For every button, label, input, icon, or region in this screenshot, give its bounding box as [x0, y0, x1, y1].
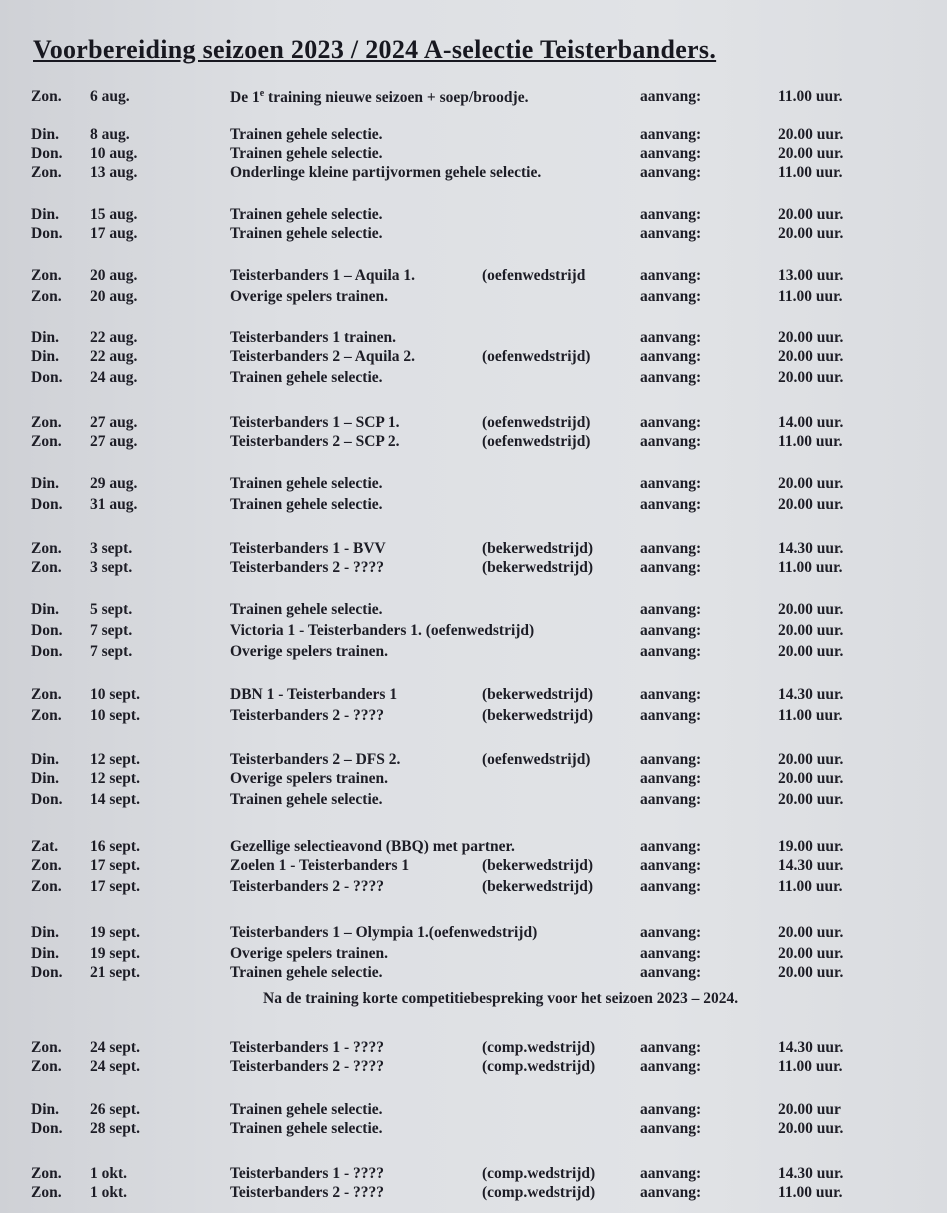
row-day: Din.: [31, 601, 59, 618]
row-time: 20.00 uur.: [778, 1120, 844, 1137]
row-description: Trainen gehele selectie.: [230, 145, 383, 162]
row-date: 10 aug.: [90, 145, 138, 162]
row-start-label: aanvang:: [640, 126, 702, 143]
row-day: Zon.: [31, 288, 62, 305]
row-start-label: aanvang:: [640, 601, 702, 618]
schedule-row: [0, 267, 947, 289]
row-match-type: (comp.wedstrijd): [482, 1058, 596, 1075]
row-day: Don.: [31, 369, 63, 386]
schedule-row: [0, 857, 947, 879]
row-description: Victoria 1 - Teisterbanders 1. (oefenwedstrijd): [230, 622, 535, 639]
row-start-label: aanvang:: [640, 475, 702, 492]
row-day: Din.: [31, 126, 59, 143]
row-date: 10 sept.: [90, 686, 140, 703]
row-day: Zon.: [31, 1165, 62, 1182]
row-start-label: aanvang:: [640, 878, 702, 895]
row-description: Gezellige selectieavond (BBQ) met partner.: [230, 838, 515, 855]
row-time: 20.00 uur.: [778, 348, 844, 365]
row-day: Zon.: [31, 414, 62, 431]
row-time: 20.00 uur.: [778, 964, 844, 981]
row-day: Zon.: [31, 267, 62, 284]
row-time: 20.00 uur.: [778, 945, 844, 962]
row-date: 27 aug.: [90, 414, 138, 431]
row-day: Don.: [31, 145, 63, 162]
row-description: Teisterbanders 1 - ????: [230, 1039, 384, 1056]
schedule-row: [0, 88, 947, 110]
row-date: 14 sept.: [90, 791, 140, 808]
row-date: 20 aug.: [90, 288, 138, 305]
row-day: Din.: [31, 475, 59, 492]
row-day: Zon.: [31, 686, 62, 703]
row-day: Zon.: [31, 540, 62, 557]
row-date: 7 sept.: [90, 643, 133, 660]
row-match-type: (bekerwedstrijd): [482, 707, 594, 724]
row-description: Overige spelers trainen.: [230, 288, 388, 305]
row-description: De 1e training nieuwe seizoen + soep/broodje.: [230, 88, 529, 107]
row-date: 3 sept.: [90, 559, 133, 576]
row-time: 20.00 uur.: [778, 225, 844, 242]
row-start-label: aanvang:: [640, 643, 702, 660]
row-match-type: (bekerwedstrijd): [482, 559, 594, 576]
row-match-type: (comp.wedstrijd): [482, 1165, 596, 1182]
row-description: Zoelen 1 - Teisterbanders 1: [230, 857, 410, 874]
schedule-row: [0, 225, 947, 247]
page-title: Voorbereiding seizoen 2023 / 2024 A-selectie Teisterbanders.: [33, 35, 717, 64]
row-start-label: aanvang:: [640, 838, 702, 855]
row-match-type: (oefenwedstrijd: [482, 267, 586, 284]
schedule-row: [0, 496, 947, 518]
row-day: Zon.: [31, 878, 62, 895]
row-time: 20.00 uur.: [778, 791, 844, 808]
row-day: Din.: [31, 329, 59, 346]
row-time: 20.00 uur.: [778, 475, 844, 492]
row-time: 11.00 uur.: [778, 1184, 843, 1201]
row-start-label: aanvang:: [640, 686, 702, 703]
schedule-row: [0, 348, 947, 370]
row-day: Zon.: [31, 857, 62, 874]
schedule-row: [0, 601, 947, 623]
row-date: 7 sept.: [90, 622, 133, 639]
row-time: 13.00 uur.: [778, 267, 844, 284]
row-day: Don.: [31, 791, 63, 808]
row-day: Din.: [31, 206, 59, 223]
row-description: Teisterbanders 2 – DFS 2.: [230, 751, 401, 768]
row-date: 1 okt.: [90, 1165, 128, 1182]
row-date: 28 sept.: [90, 1120, 140, 1137]
row-time: 11.00 uur.: [778, 433, 843, 450]
row-start-label: aanvang:: [640, 164, 702, 181]
row-match-type: (bekerwedstrijd): [482, 878, 594, 895]
row-description: Trainen gehele selectie.: [230, 206, 383, 223]
row-date: 16 sept.: [90, 838, 140, 855]
row-start-label: aanvang:: [640, 945, 702, 962]
row-day: Din.: [31, 770, 59, 787]
row-match-type: (bekerwedstrijd): [482, 540, 594, 557]
schedule-row: [0, 924, 947, 946]
row-start-label: aanvang:: [640, 751, 702, 768]
row-time: 20.00 uur.: [778, 601, 844, 618]
row-date: 26 sept.: [90, 1101, 140, 1118]
row-start-label: aanvang:: [640, 88, 702, 105]
row-time: 11.00 uur.: [778, 878, 843, 895]
row-match-type: (bekerwedstrijd): [482, 857, 594, 874]
row-description: Trainen gehele selectie.: [230, 126, 383, 143]
row-description: Teisterbanders 1 – Aquila 1.: [230, 267, 416, 284]
row-start-label: aanvang:: [640, 225, 702, 242]
schedule-row: [0, 770, 947, 792]
row-day: Din.: [31, 1101, 59, 1118]
row-date: 15 aug.: [90, 206, 138, 223]
row-day: Don.: [31, 643, 63, 660]
row-date: 19 sept.: [90, 945, 140, 962]
row-start-label: aanvang:: [640, 496, 702, 513]
row-start-label: aanvang:: [640, 329, 702, 346]
row-description: Overige spelers trainen.: [230, 945, 388, 962]
row-time: 20.00 uur.: [778, 622, 844, 639]
row-start-label: aanvang:: [640, 857, 702, 874]
schedule-row: [0, 288, 947, 310]
row-description: Trainen gehele selectie.: [230, 475, 383, 492]
schedule-row: [0, 964, 947, 986]
schedule-row: [0, 1058, 947, 1080]
row-description: Teisterbanders 2 - ????: [230, 1058, 384, 1075]
row-start-label: aanvang:: [640, 964, 702, 981]
row-match-type: (oefenwedstrijd): [482, 433, 591, 450]
row-date: 22 aug.: [90, 348, 138, 365]
row-match-type: (bekerwedstrijd): [482, 686, 594, 703]
row-date: 10 sept.: [90, 707, 140, 724]
row-time: 14.00 uur.: [778, 414, 844, 431]
row-time: 11.00 uur.: [778, 164, 843, 181]
row-description: Teisterbanders 1 – SCP 1.: [230, 414, 400, 431]
row-description: Trainen gehele selectie.: [230, 1120, 383, 1137]
row-date: 21 sept.: [90, 964, 140, 981]
schedule-row: [0, 686, 947, 708]
row-description: Trainen gehele selectie.: [230, 601, 383, 618]
row-description: Teisterbanders 2 - ????: [230, 559, 384, 576]
row-time: 20.00 uur.: [778, 126, 844, 143]
row-day: Don.: [31, 622, 63, 639]
row-time: 14.30 uur.: [778, 686, 844, 703]
row-day: Zon.: [31, 1184, 62, 1201]
row-date: 29 aug.: [90, 475, 138, 492]
row-date: 1 okt.: [90, 1184, 128, 1201]
row-description: Teisterbanders 1 trainen.: [230, 329, 397, 346]
row-description: DBN 1 - Teisterbanders 1: [230, 686, 398, 703]
row-start-label: aanvang:: [640, 924, 702, 941]
row-date: 20 aug.: [90, 267, 138, 284]
row-day: Zon.: [31, 433, 62, 450]
row-day: Zon.: [31, 559, 62, 576]
schedule-row: [0, 164, 947, 186]
row-start-label: aanvang:: [640, 288, 702, 305]
row-description: Trainen gehele selectie.: [230, 369, 383, 386]
row-description: Overige spelers trainen.: [230, 643, 388, 660]
row-match-type: (oefenwedstrijd): [482, 414, 591, 431]
row-day: Zat.: [31, 838, 59, 855]
row-time: 20.00 uur.: [778, 496, 844, 513]
row-time: 20.00 uur.: [778, 770, 844, 787]
row-description: Trainen gehele selectie.: [230, 964, 383, 981]
row-start-label: aanvang:: [640, 707, 702, 724]
schedule-row: [0, 878, 947, 900]
schedule-row: [0, 369, 947, 391]
row-day: Din.: [31, 348, 59, 365]
row-time: 20.00 uur.: [778, 369, 844, 386]
schedule-row: [0, 1184, 947, 1206]
row-day: Don.: [31, 964, 63, 981]
row-start-label: aanvang:: [640, 145, 702, 162]
row-description: Trainen gehele selectie.: [230, 496, 383, 513]
row-time: 11.00 uur.: [778, 1058, 843, 1075]
row-time: 14.30 uur.: [778, 857, 844, 874]
row-time: 11.00 uur.: [778, 559, 843, 576]
row-time: 20.00 uur.: [778, 751, 844, 768]
row-date: 6 aug.: [90, 88, 130, 105]
row-date: 22 aug.: [90, 329, 138, 346]
row-start-label: aanvang:: [640, 348, 702, 365]
row-time: 11.00 uur.: [778, 707, 843, 724]
row-description: Trainen gehele selectie.: [230, 791, 383, 808]
row-date: 19 sept.: [90, 924, 140, 941]
row-start-label: aanvang:: [640, 791, 702, 808]
row-date: 24 aug.: [90, 369, 138, 386]
row-day: Din.: [31, 945, 59, 962]
row-description: Trainen gehele selectie.: [230, 1101, 383, 1118]
row-time: 20.00 uur.: [778, 643, 844, 660]
row-time: 11.00 uur.: [778, 88, 843, 105]
row-start-label: aanvang:: [640, 1184, 702, 1201]
row-date: 17 sept.: [90, 857, 140, 874]
schedule-row: [0, 475, 947, 497]
row-date: 12 sept.: [90, 770, 140, 787]
row-day: Din.: [31, 751, 59, 768]
row-time: 11.00 uur.: [778, 288, 843, 305]
row-day: Don.: [31, 225, 63, 242]
schedule-note: Na de training korte competitiebespreking voor het seizoen 2023 – 2024.: [263, 990, 739, 1007]
row-description: Teisterbanders 2 – Aquila 2.: [230, 348, 416, 365]
row-description: Teisterbanders 2 - ????: [230, 878, 384, 895]
row-time: 19.00 uur.: [778, 838, 844, 855]
row-start-label: aanvang:: [640, 1058, 702, 1075]
row-match-type: (comp.wedstrijd): [482, 1039, 596, 1056]
schedule-row: [0, 433, 947, 455]
row-date: 13 aug.: [90, 164, 138, 181]
row-time: 20.00 uur.: [778, 329, 844, 346]
schedule-row: [0, 643, 947, 665]
schedule-row: [0, 791, 947, 813]
row-description: Teisterbanders 1 - BVV: [230, 540, 386, 557]
row-description: Overige spelers trainen.: [230, 770, 388, 787]
schedule-row: [0, 1120, 947, 1142]
row-time: 14.30 uur.: [778, 1039, 844, 1056]
row-start-label: aanvang:: [640, 622, 702, 639]
row-date: 12 sept.: [90, 751, 140, 768]
row-description: Trainen gehele selectie.: [230, 225, 383, 242]
row-start-label: aanvang:: [640, 414, 702, 431]
row-time: 14.30 uur.: [778, 540, 844, 557]
row-description: Teisterbanders 2 - ????: [230, 1184, 384, 1201]
row-match-type: (oefenwedstrijd): [482, 348, 591, 365]
row-time: 20.00 uur.: [778, 206, 844, 223]
row-day: Zon.: [31, 88, 62, 105]
row-day: Zon.: [31, 1058, 62, 1075]
row-date: 27 aug.: [90, 433, 138, 450]
row-start-label: aanvang:: [640, 1165, 702, 1182]
row-date: 3 sept.: [90, 540, 133, 557]
row-match-type: (oefenwedstrijd): [482, 751, 591, 768]
row-description: Teisterbanders 2 – SCP 2.: [230, 433, 400, 450]
row-date: 24 sept.: [90, 1058, 140, 1075]
row-start-label: aanvang:: [640, 1101, 702, 1118]
row-day: Din.: [31, 924, 59, 941]
row-time: 20.00 uur.: [778, 924, 844, 941]
row-date: 8 aug.: [90, 126, 130, 143]
row-date: 17 sept.: [90, 878, 140, 895]
row-description: Teisterbanders 1 - ????: [230, 1165, 384, 1182]
schedule-row: [0, 559, 947, 581]
row-day: Don.: [31, 1120, 63, 1137]
row-day: Zon.: [31, 1039, 62, 1056]
row-start-label: aanvang:: [640, 559, 702, 576]
schedule-row: [0, 707, 947, 729]
row-start-label: aanvang:: [640, 206, 702, 223]
row-day: Zon.: [31, 164, 62, 181]
row-date: 5 sept.: [90, 601, 133, 618]
row-day: Don.: [31, 496, 63, 513]
row-date: 24 sept.: [90, 1039, 140, 1056]
row-start-label: aanvang:: [640, 433, 702, 450]
row-start-label: aanvang:: [640, 1120, 702, 1137]
row-time: 20.00 uur.: [778, 145, 844, 162]
row-description: Teisterbanders 2 - ????: [230, 707, 384, 724]
row-start-label: aanvang:: [640, 267, 702, 284]
row-date: 31 aug.: [90, 496, 138, 513]
row-time: 20.00 uur: [778, 1101, 841, 1118]
schedule-row: [0, 622, 947, 644]
row-description: Onderlinge kleine partijvormen gehele selectie.: [230, 164, 542, 181]
row-description: Teisterbanders 1 – Olympia 1.(oefenwedstrijd): [230, 924, 538, 941]
row-time: 14.30 uur.: [778, 1165, 844, 1182]
row-match-type: (comp.wedstrijd): [482, 1184, 596, 1201]
row-day: Zon.: [31, 707, 62, 724]
row-start-label: aanvang:: [640, 770, 702, 787]
row-date: 17 aug.: [90, 225, 138, 242]
row-start-label: aanvang:: [640, 540, 702, 557]
row-start-label: aanvang:: [640, 369, 702, 386]
row-start-label: aanvang:: [640, 1039, 702, 1056]
